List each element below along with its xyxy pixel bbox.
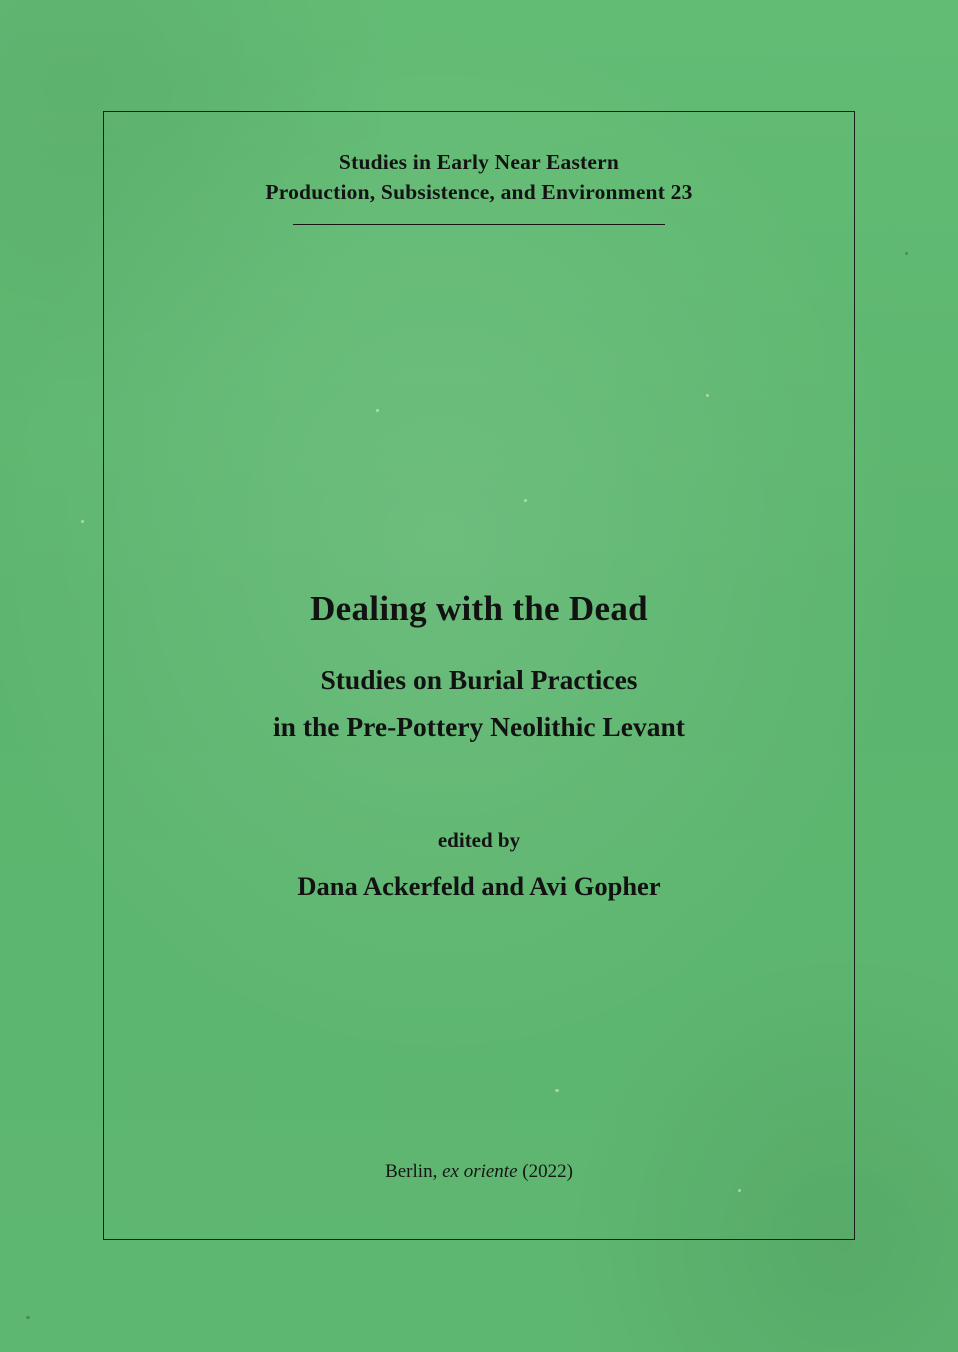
book-subtitle xyxy=(104,656,854,750)
imprint-publisher: ex oriente xyxy=(442,1161,518,1182)
imprint-place: Berlin, xyxy=(385,1161,438,1182)
series-title-block xyxy=(104,147,854,225)
imprint-year: (2022) xyxy=(522,1161,573,1182)
book-subtitle-line-1: Studies on Burial Practices xyxy=(320,664,638,695)
editors-block xyxy=(104,828,854,902)
series-title-line-2: Production, Subsistence, and Environment 23 xyxy=(265,180,693,204)
book-title: Dealing with the Dead xyxy=(310,589,648,628)
edited-by-label: edited by xyxy=(437,828,521,852)
cover-border-frame xyxy=(103,111,855,1240)
horizontal-rule xyxy=(293,224,665,225)
imprint-line xyxy=(104,1161,854,1183)
series-title-line-1: Studies in Early Near Eastern xyxy=(338,150,620,174)
editor-names: Dana Ackerfeld and Avi Gopher xyxy=(297,871,661,901)
scan-speckle xyxy=(81,520,84,523)
title-block xyxy=(104,589,854,750)
scan-speckle xyxy=(26,1316,30,1319)
scan-speckle xyxy=(905,252,908,255)
book-subtitle-line-2: in the Pre-Pottery Neolithic Levant xyxy=(273,711,685,742)
